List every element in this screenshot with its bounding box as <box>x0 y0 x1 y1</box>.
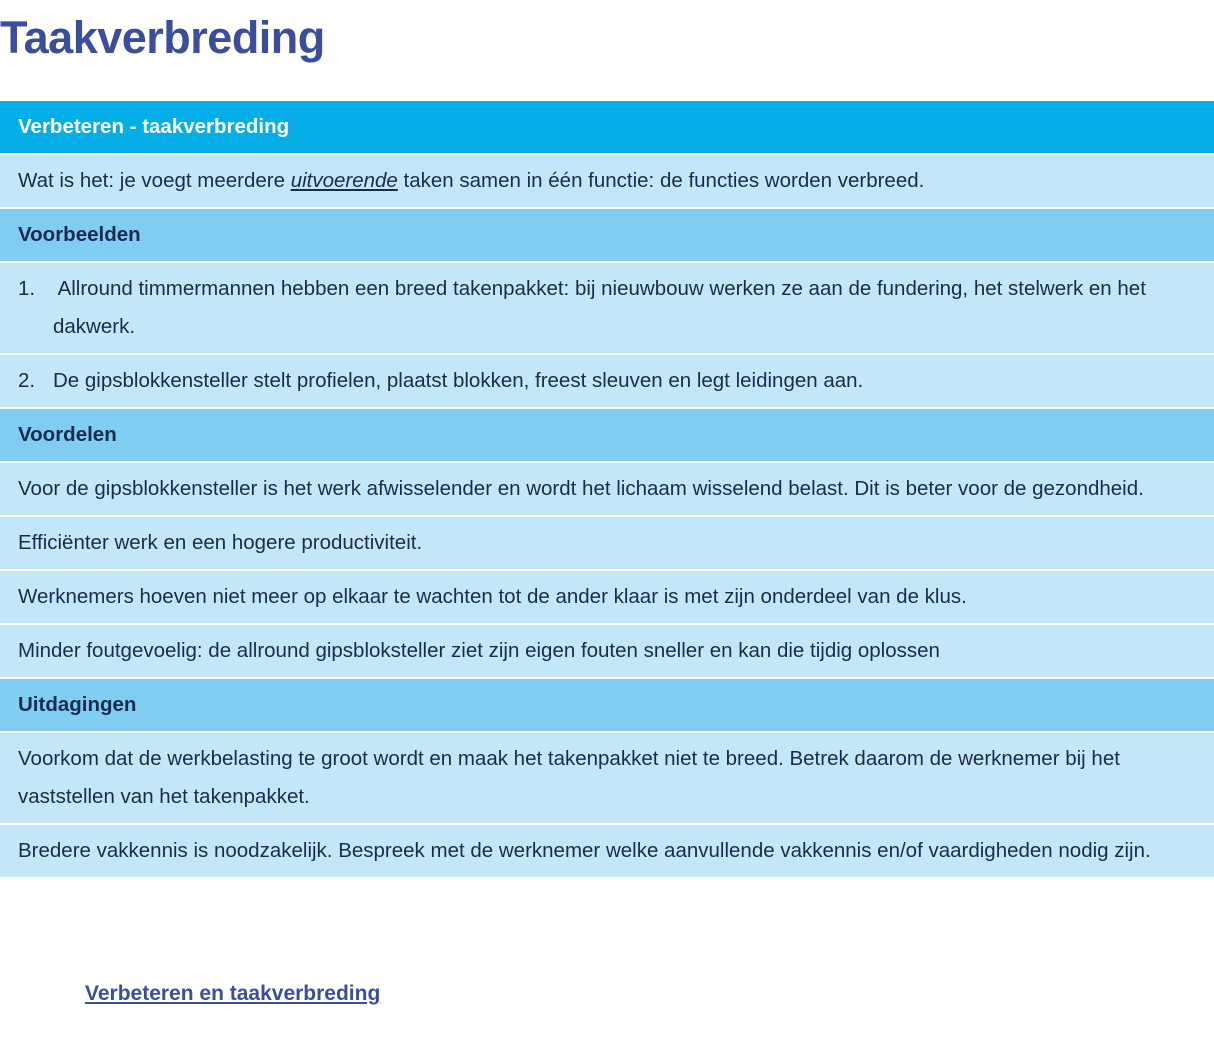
item-text: Allround timmermannen hebben een breed takenpakket: bij nieuwbouw werken ze aan de fundering, het stelwerk en het dakwerk. <box>53 277 1146 338</box>
section-voordelen: Voordelen <box>0 409 1214 461</box>
intro-text-end: taken samen in één functie: de functies worden verbreed. <box>397 169 925 192</box>
info-table <box>0 101 1214 879</box>
table-row: Minder foutgevoelig: de allround gipsbloksteller ziet zijn eigen fouten sneller en kan die tijdig oplossen <box>0 625 1214 677</box>
page-title: Taakverbreding <box>0 12 325 63</box>
item-text: De gipsblokkensteller stelt profielen, plaatst blokken, freest sleuven en legt leidingen aan. <box>53 369 864 392</box>
table-row: Efficiënter werk en een hogere productiviteit. <box>0 517 1214 569</box>
list-item <box>0 355 1214 407</box>
table-row: Werknemers hoeven niet meer op elkaar te wachten tot de ander klaar is met zijn onderdeel van de klus. <box>0 571 1214 623</box>
section-voorbeelden: Voorbeelden <box>0 209 1214 261</box>
table-row: Voor de gipsblokkensteller is het werk afwisselender en wordt het lichaam wisselend belast. Dit is beter voor de gezondheid. <box>0 463 1214 515</box>
verbeteren-link[interactable]: Verbeteren en taakverbreding <box>85 982 381 1005</box>
item-number: 1. <box>18 277 36 300</box>
table-row: Voorkom dat de werkbelasting te groot wordt en maak het takenpakket niet te breed. Betrek daarom de werknemer bij het vaststellen van het takenpakket. <box>0 733 1214 823</box>
intro-emphasis: uitvoerende <box>290 169 398 192</box>
table-header: Verbeteren - taakverbreding <box>0 101 1214 153</box>
intro-text: Wat is het: je voegt meerdere <box>18 169 291 192</box>
table-row: Bredere vakkennis is noodzakelijk. Bespreek met de werknemer welke aanvullende vakkennis en/of vaardigheden nodig zijn. <box>0 825 1214 877</box>
intro-row <box>0 155 1214 207</box>
item-number: 2. <box>18 369 36 392</box>
list-item <box>0 263 1214 353</box>
section-uitdagingen: Uitdagingen <box>0 679 1214 731</box>
